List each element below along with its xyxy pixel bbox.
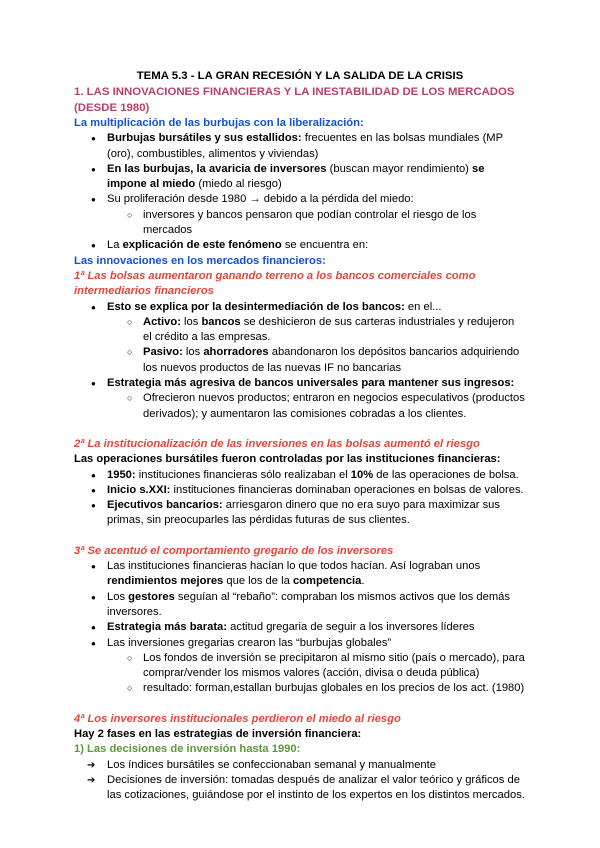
subheading-multiplicacion: La multiplicación de las burbujas con la liberalización: — [74, 117, 364, 129]
bold-text: ahorradores — [203, 346, 269, 359]
text: arriesgaron dinero que no era suyo para maximizar sus primas, sin preocuparles las pérdidas futuras de sus clientes. — [107, 499, 500, 527]
text: Decisiones de inversión: tomadas después de analizar el valor teórico y gráficos de las cotizaciones, guiándose por el instinto de los expertos en los distintos mercados. — [107, 773, 525, 802]
point-heading-3: 3ª Se acentuó el comportamiento gregario de los inversores — [74, 544, 394, 557]
spacer — [74, 529, 526, 544]
list-item — [74, 345, 526, 376]
text: (buscan mayor rendimiento) — [326, 162, 473, 175]
list-point-2 — [74, 468, 526, 529]
text: (miedo al riesgo) — [195, 178, 282, 191]
bold-text: se impone al miedo — [107, 162, 485, 191]
spacer — [74, 697, 526, 712]
text: Las inversiones gregarias crearon las “burbujas globales” — [107, 636, 392, 649]
list-phase-1 — [74, 758, 526, 804]
list-item — [74, 773, 526, 804]
bold-text: Activo: — [143, 315, 181, 328]
text: inversores y bancos pensaron que podían controlar el riesgo de los mercados — [143, 208, 477, 237]
text: se deshicieron de sus carteras industriales y redujeron el crédito a las empresas. — [143, 315, 515, 344]
bold-text: explicación de este fenómeno — [122, 239, 282, 252]
text: seguían al “rebaño”: compraban los mismos activos que los demás inversores. — [107, 590, 510, 618]
list-item — [74, 651, 526, 682]
bold-text: Burbujas bursátiles y sus estallidos: — [107, 132, 302, 145]
bold-text: Estrategia más agresiva de bancos universales para mantener sus ingresos: — [107, 377, 515, 390]
spacer — [74, 422, 526, 437]
text: que los de la — [223, 575, 293, 588]
bold-text: En las burbujas, la avaricia de inversores — [107, 162, 327, 175]
list-item — [74, 238, 526, 253]
text: instituciones financieras sólo realizaban el — [135, 468, 351, 481]
bold-text: Estrategia más barata: — [107, 621, 228, 634]
text: Los — [107, 590, 129, 603]
bold-text: bancos — [201, 315, 241, 328]
operations-heading: Las operaciones bursátiles fueron controladas por las instituciones financieras: — [74, 453, 501, 466]
list-item — [74, 300, 526, 315]
document-title: TEMA 5.3 - LA GRAN RECESIÓN Y LA SALIDA DE LA CRISIS — [136, 70, 464, 82]
list-item — [74, 468, 526, 483]
text: Su proliferación desde 1980 → debido a la pérdida del miedo: — [107, 193, 414, 206]
phase-heading-1: 1) Las decisiones de inversión hasta 1990: — [74, 743, 301, 756]
bold-text: Esto se explica por la desintermediación de los bancos: — [107, 300, 405, 313]
list-item — [74, 681, 526, 696]
phases-heading: Hay 2 fases en las estrategias de inversión financiera: — [74, 727, 362, 740]
list-multiplicacion — [74, 131, 526, 253]
point-heading-4: 4ª Los inversores institucionales perdieron el miedo al riesgo — [74, 712, 401, 725]
list-item — [74, 208, 526, 239]
text: La — [107, 239, 123, 252]
list-item — [74, 192, 526, 207]
text: los — [180, 315, 202, 328]
text: los — [182, 346, 204, 359]
list-item — [74, 162, 526, 193]
bold-text: Ejecutivos bancarios: — [107, 499, 223, 512]
list-item — [74, 636, 526, 651]
bold-text: competencia — [292, 575, 362, 588]
text: frecuentes en las bolsas mundiales (MP (oro), combustibles, alimentos y viviendas) — [107, 132, 503, 160]
text: resultado: forman,estallan burbujas globales en los precios de los act. (1980) — [143, 682, 525, 695]
text: en el... — [404, 300, 442, 313]
list-item — [74, 758, 526, 773]
text: Los índices bursátiles se confeccionaban semanal y manualmente — [107, 758, 436, 771]
list-point-3 — [74, 559, 526, 697]
text: instituciones financieras dominaban operaciones en bolsas de valores. — [170, 483, 524, 496]
bold-text: Inicio s.XXI: — [107, 483, 171, 496]
subheading-innovaciones: Las innovaciones en los mercados financieros: — [74, 254, 326, 267]
text: actitud gregaria de seguir a los inversores líderes — [227, 621, 475, 634]
bold-text: rendimientos mejores — [107, 575, 224, 588]
bold-text: 1950: — [107, 468, 136, 481]
bold-text: gestores — [128, 590, 175, 603]
text: de las operaciones de bolsa. — [373, 468, 519, 481]
list-item — [74, 131, 526, 162]
bold-text: 10% — [350, 468, 374, 481]
bold-text: Pasivo: — [143, 346, 183, 359]
list-item — [74, 376, 526, 391]
list-item — [74, 483, 526, 498]
text: Los fondos de inversión se precipitaron al mismo sitio (país o mercado), para comprar/vender los mismos valores (acción, divisa o deuda pública) — [143, 651, 525, 680]
section-heading-1: 1. LAS INNOVACIONES FINANCIERAS Y LA INESTABILIDAD DE LOS MERCADOS (DESDE 1980) — [74, 86, 515, 114]
text: se encuentra en: — [281, 239, 369, 252]
point-heading-1: 1ª Las bolsas aumentaron ganando terreno a los bancos comerciales como intermediarios financieros — [74, 269, 476, 298]
text: Ofrecieron nuevos productos; entraron en negocios especulativos (productos derivados); y aumentaron las comisiones cobradas a los clientes. — [143, 392, 525, 420]
list-point-1 — [74, 300, 526, 422]
list-item — [74, 391, 526, 422]
text: Las instituciones financieras hacían lo que todos hacían. Así lograban unos — [107, 560, 481, 573]
list-item — [74, 315, 526, 346]
list-item — [74, 559, 526, 590]
point-heading-2: 2ª La institucionalización de las inversiones en las bolsas aumentó el riesgo — [74, 437, 480, 450]
text: abandonaron los depósitos bancarios adquiriendo los nuevos productos de las nuevas IF no bancarias — [143, 346, 520, 374]
text: . — [361, 575, 365, 588]
list-item — [74, 590, 526, 621]
list-item — [74, 498, 526, 529]
document-page — [74, 68, 526, 803]
list-item — [74, 620, 526, 635]
